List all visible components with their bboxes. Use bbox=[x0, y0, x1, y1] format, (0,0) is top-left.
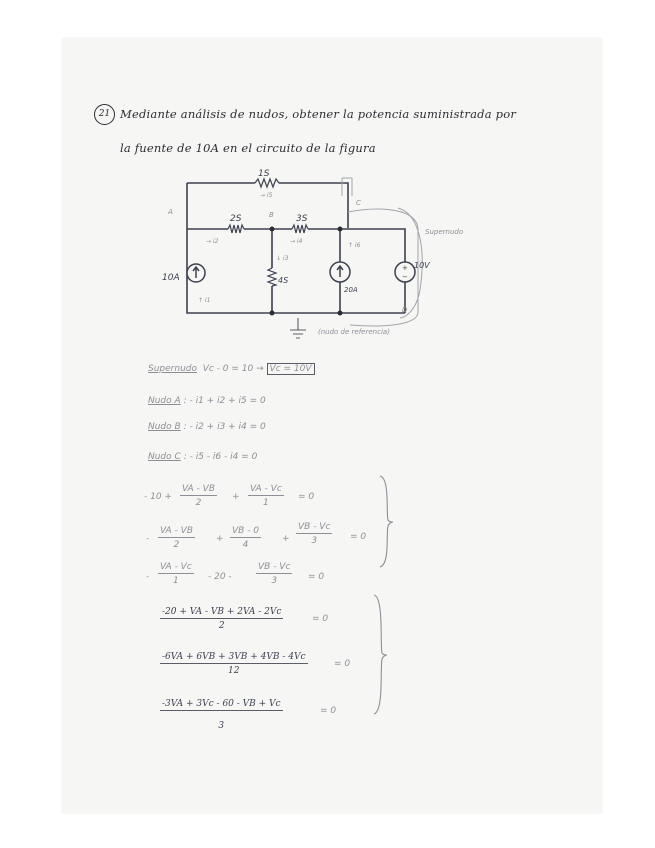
current-source-left bbox=[187, 264, 205, 282]
e1-f2-denominator: 1 bbox=[263, 498, 269, 508]
problem-line-1: Mediante análisis de nudos, obtener la potencia suministrada por bbox=[120, 107, 517, 121]
s2-end: = 0 bbox=[334, 659, 351, 669]
node-b-dot bbox=[270, 227, 275, 232]
e3-prefix: - bbox=[146, 572, 150, 582]
supernode-outline bbox=[342, 178, 422, 326]
e3-f1-denominator: 1 bbox=[173, 576, 179, 586]
e3-f2-numerator: VB - Vc bbox=[258, 562, 291, 572]
current-source-mid bbox=[330, 262, 350, 282]
node-b-label: B bbox=[269, 211, 274, 219]
node-b-eq bbox=[148, 422, 266, 432]
node-d-dot bbox=[338, 311, 343, 316]
node-c-eq-label: Nudo C bbox=[148, 452, 181, 462]
supernode-eq bbox=[148, 364, 315, 374]
problem-line-2: la fuente de 10A en el circuito de la figura bbox=[120, 141, 376, 155]
node-c-label: C bbox=[356, 199, 361, 207]
e1-plus: + bbox=[232, 492, 240, 502]
node-a-label: A bbox=[168, 208, 173, 216]
e2-end: = 0 bbox=[350, 532, 367, 542]
node-a-eq bbox=[148, 396, 266, 406]
e2-fraction-3 bbox=[296, 522, 332, 546]
s2-denominator: 12 bbox=[228, 666, 240, 676]
e2-prefix: - bbox=[146, 534, 150, 544]
e2-f2-denominator: 4 bbox=[242, 540, 249, 550]
s3-denominator: 3 bbox=[218, 721, 225, 731]
s1-numerator: -20 + VA - VB + 2VA - 2Vc bbox=[162, 607, 282, 617]
e1-f1-numerator: VA - VB bbox=[182, 484, 216, 494]
e3-fraction-2 bbox=[256, 562, 292, 586]
e2-f3-denominator: 3 bbox=[311, 536, 318, 546]
brace-1 bbox=[376, 474, 396, 569]
s3-numerator: -3VA + 3Vc - 60 - VB + Vc bbox=[162, 699, 281, 709]
i-mid-label: ↑ i6 bbox=[348, 242, 361, 249]
e3-f1-numerator: VA - Vc bbox=[160, 562, 192, 572]
s3-end: = 0 bbox=[320, 706, 337, 716]
resistor-down-zigzag bbox=[268, 268, 276, 286]
e3-middle: - 20 - bbox=[208, 572, 232, 582]
e1-fraction-2 bbox=[248, 484, 284, 508]
minus-sign-icon: − bbox=[402, 273, 408, 281]
s2-numerator: -6VA + 6VB + 3VB + 4VB - 4Vc bbox=[162, 652, 306, 662]
ground-node-dot bbox=[270, 311, 275, 316]
resistor-bc-zigzag bbox=[292, 225, 308, 233]
i-bc-label: → i4 bbox=[290, 238, 303, 245]
i-left-label: ↑ i1 bbox=[198, 297, 211, 304]
s1-denominator: 2 bbox=[218, 621, 225, 631]
e2-f1-numerator: VA - VB bbox=[160, 526, 194, 536]
reference-label: (nudo de referencia) bbox=[318, 328, 390, 336]
e1-fraction-1 bbox=[180, 484, 217, 508]
src-right-label: 10V bbox=[414, 261, 430, 270]
e2-plus-2: + bbox=[282, 534, 290, 544]
e2-f2-numerator: VB - 0 bbox=[232, 526, 260, 536]
i-top-label: → i5 bbox=[260, 192, 273, 199]
r-top-label: 1S bbox=[258, 169, 270, 179]
resistor-ab-zigzag bbox=[228, 225, 244, 233]
node-c-dot bbox=[338, 227, 343, 232]
e2-plus-1: + bbox=[216, 534, 224, 544]
resistor-top-zigzag bbox=[255, 179, 279, 187]
node-b-eq-label: Nudo B bbox=[148, 422, 181, 432]
src-mid-label: 20A bbox=[344, 286, 358, 294]
e1-end: = 0 bbox=[298, 492, 315, 502]
r-bc-label: 3S bbox=[296, 214, 308, 224]
i-down-label: ↓ i3 bbox=[276, 255, 289, 262]
node-c-eq-body: : - i5 - i6 - i4 = 0 bbox=[183, 452, 258, 462]
node-b-eq-body: : - i2 + i3 + i4 = 0 bbox=[183, 422, 266, 432]
node-c-eq bbox=[148, 452, 257, 462]
e2-fraction-1 bbox=[158, 526, 195, 550]
problem-number: 21 bbox=[94, 104, 115, 125]
e1-prefix: - 10 + bbox=[144, 492, 172, 502]
node-d-label: D bbox=[402, 306, 408, 314]
ground-icon bbox=[290, 318, 306, 338]
supernode-eq-result: Vc = 10V bbox=[267, 363, 315, 375]
s2-fraction bbox=[160, 652, 308, 676]
brace-2 bbox=[370, 593, 390, 717]
e3-fraction-1 bbox=[158, 562, 194, 586]
s3-fraction bbox=[160, 699, 283, 731]
e2-f3-numerator: VB - Vc bbox=[298, 522, 331, 532]
e2-f1-denominator: 2 bbox=[173, 540, 180, 550]
e3-end: = 0 bbox=[308, 572, 325, 582]
s1-end: = 0 bbox=[312, 614, 329, 624]
s1-fraction bbox=[160, 607, 283, 631]
e3-f2-denominator: 3 bbox=[271, 576, 278, 586]
e1-f1-denominator: 2 bbox=[195, 498, 202, 508]
r-ab-label: 2S bbox=[230, 214, 242, 224]
node-a-eq-label: Nudo A bbox=[148, 396, 181, 406]
src-left-label: 10A bbox=[162, 273, 180, 283]
r-down-label: 4S bbox=[278, 276, 289, 285]
e1-f2-numerator: VA - Vc bbox=[250, 484, 282, 494]
node-a-eq-body: : - i1 + i2 + i5 = 0 bbox=[183, 396, 266, 406]
supernode-eq-label: Supernudo bbox=[148, 364, 197, 374]
supernode-eq-body: Vc - 0 = 10 → bbox=[202, 364, 264, 374]
e2-fraction-2 bbox=[230, 526, 261, 550]
plus-sign-icon: + bbox=[402, 264, 408, 272]
i-ab-label: → i2 bbox=[206, 238, 219, 245]
supernode-label: Supernudo bbox=[425, 228, 464, 236]
